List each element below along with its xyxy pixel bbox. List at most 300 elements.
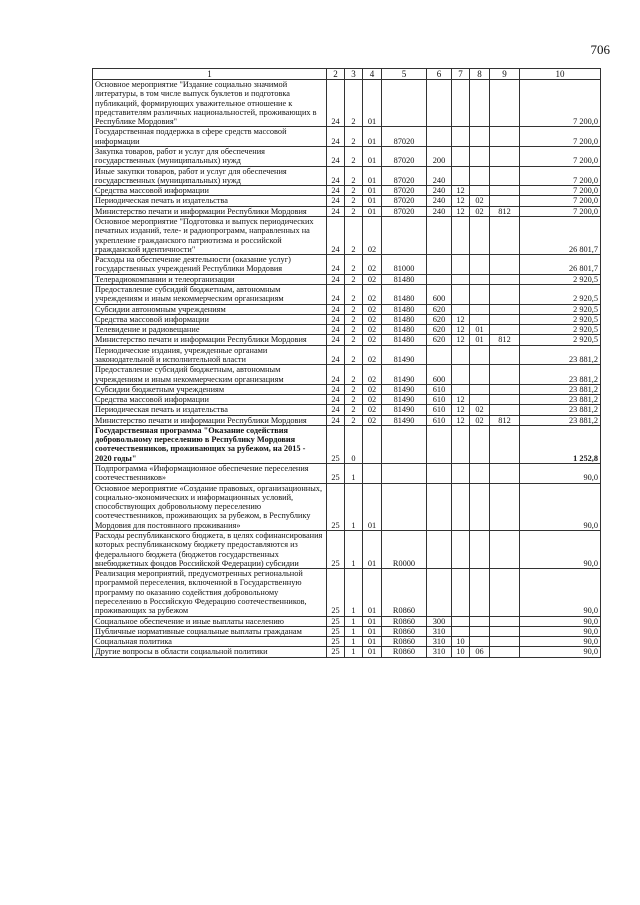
row-description: Субсидии автономным учреждениям: [93, 304, 327, 314]
row-code-4: 01: [363, 531, 382, 569]
row-code-3: 2: [345, 217, 363, 255]
row-code-8: [470, 166, 490, 186]
table-row: [93, 186, 601, 196]
row-code-6: 620: [427, 325, 452, 335]
column-header-6: 6: [427, 69, 452, 80]
row-code-7: [452, 531, 470, 569]
row-code-2: 25: [327, 647, 345, 657]
row-code-3: 1: [345, 483, 363, 530]
row-code-7: [452, 284, 470, 304]
row-code-2: 24: [327, 127, 345, 147]
row-code-6: 310: [427, 647, 452, 657]
budget-table: [92, 68, 601, 658]
row-amount: 23 881,2: [520, 365, 601, 385]
row-code-4: 02: [363, 217, 382, 255]
row-description: Предоставление субсидий бюджетным, автономным учреждениям и иным некоммерческим организациям: [93, 284, 327, 304]
row-code-4: 01: [363, 637, 382, 647]
row-description: Основное мероприятие «Создание правовых, организационных, социально-экономических и информационных условий, способствующих добровольному переселению соотечественников, проживающих за рубежом, в Республику Мордовия для постоянного проживания»: [93, 483, 327, 530]
row-code-9: [490, 304, 520, 314]
row-code-2: 24: [327, 325, 345, 335]
table-row: [93, 166, 601, 186]
column-header-10: 10: [520, 69, 601, 80]
row-code-3: 2: [345, 415, 363, 425]
row-amount: 2 920,5: [520, 274, 601, 284]
column-header-9: 9: [490, 69, 520, 80]
row-code-6: [427, 569, 452, 616]
row-description: Средства массовой информации: [93, 395, 327, 405]
row-code-7: [452, 345, 470, 365]
row-code-2: 24: [327, 196, 345, 206]
row-code-8: [470, 384, 490, 394]
row-code-8: [470, 626, 490, 636]
row-code-7: [452, 147, 470, 167]
row-code-9: [490, 217, 520, 255]
row-amount: 26 801,7: [520, 255, 601, 275]
row-code-6: [427, 127, 452, 147]
row-description: Министерство печати и информации Республики Мордовия: [93, 206, 327, 216]
row-code-3: 2: [345, 255, 363, 275]
row-code-8: [470, 464, 490, 484]
row-code-4: 02: [363, 415, 382, 425]
table-row: [93, 80, 601, 127]
row-code-9: [490, 384, 520, 394]
row-code-2: 24: [327, 166, 345, 186]
row-description: Основное мероприятие "Издание социально значимой литературы, в том числе выпуск буклетов и подготовка публикаций, формирующих уважительное отношение к представителям различных национальностей, проживающих в Республике Мордовия": [93, 80, 327, 127]
row-code-7: [452, 127, 470, 147]
row-code-7: [452, 384, 470, 394]
row-code-7: [452, 274, 470, 284]
row-code-9: 812: [490, 335, 520, 345]
row-code-5: 81490: [382, 384, 427, 394]
row-code-6: 240: [427, 166, 452, 186]
row-code-9: [490, 186, 520, 196]
row-code-3: 2: [345, 345, 363, 365]
row-code-5: R0000: [382, 531, 427, 569]
row-amount: 23 881,2: [520, 405, 601, 415]
row-code-4: [363, 425, 382, 463]
row-code-4: 01: [363, 647, 382, 657]
row-code-3: 2: [345, 166, 363, 186]
row-code-5: 87020: [382, 147, 427, 167]
page-number: 706: [590, 42, 610, 57]
table-row: [93, 464, 601, 484]
table-row: [93, 255, 601, 275]
table-body: [93, 80, 601, 658]
column-header-3: 3: [345, 69, 363, 80]
row-description: Реализация мероприятий, предусмотренных региональной программой переселения, включенной в Государственную программу по оказанию содействия добровольному переселению в Российскую Федерацию соотечественников, проживающих за рубежом: [93, 569, 327, 616]
table-row: [93, 405, 601, 415]
row-code-9: [490, 395, 520, 405]
row-code-5: 81490: [382, 395, 427, 405]
row-amount: 23 881,2: [520, 395, 601, 405]
row-code-8: 02: [470, 405, 490, 415]
row-code-9: [490, 425, 520, 463]
row-code-9: 812: [490, 415, 520, 425]
row-code-9: [490, 325, 520, 335]
row-code-2: 24: [327, 186, 345, 196]
row-code-2: 25: [327, 616, 345, 626]
row-amount: 23 881,2: [520, 345, 601, 365]
row-code-3: 1: [345, 637, 363, 647]
row-code-5: 87020: [382, 166, 427, 186]
table-row: [93, 196, 601, 206]
table-row: [93, 365, 601, 385]
row-code-6: [427, 255, 452, 275]
row-code-2: 24: [327, 274, 345, 284]
row-amount: 2 920,5: [520, 325, 601, 335]
row-code-2: 24: [327, 147, 345, 167]
row-code-9: [490, 483, 520, 530]
row-code-7: [452, 626, 470, 636]
row-code-7: 12: [452, 314, 470, 324]
row-code-6: 310: [427, 637, 452, 647]
row-code-3: 2: [345, 304, 363, 314]
row-code-2: 24: [327, 335, 345, 345]
table-row: [93, 147, 601, 167]
row-code-4: [363, 464, 382, 484]
row-code-9: [490, 569, 520, 616]
row-amount: 90,0: [520, 569, 601, 616]
row-code-4: 01: [363, 127, 382, 147]
row-code-8: [470, 314, 490, 324]
column-header-2: 2: [327, 69, 345, 80]
row-code-4: 01: [363, 206, 382, 216]
row-code-8: [470, 304, 490, 314]
row-code-3: 2: [345, 196, 363, 206]
row-code-2: 25: [327, 569, 345, 616]
row-code-7: 12: [452, 335, 470, 345]
row-code-6: 240: [427, 196, 452, 206]
row-code-6: 300: [427, 616, 452, 626]
row-code-7: [452, 255, 470, 275]
row-code-2: 25: [327, 626, 345, 636]
row-code-4: 02: [363, 345, 382, 365]
row-description: Телевидение и радиовещание: [93, 325, 327, 335]
row-description: Основное мероприятие "Подготовка и выпуск периодических печатных изданий, теле- и радиопрограмм, направленных на укрепление гражданского патриотизма и российской гражданской идентичности": [93, 217, 327, 255]
row-code-5: 81480: [382, 335, 427, 345]
row-code-5: 87020: [382, 206, 427, 216]
row-code-2: 24: [327, 217, 345, 255]
row-description: Средства массовой информации: [93, 186, 327, 196]
row-code-4: 02: [363, 284, 382, 304]
row-amount: 90,0: [520, 647, 601, 657]
row-code-9: [490, 80, 520, 127]
row-code-5: 81480: [382, 284, 427, 304]
table-row: [93, 531, 601, 569]
row-code-5: 81490: [382, 405, 427, 415]
row-code-6: 620: [427, 335, 452, 345]
row-code-5: 81490: [382, 365, 427, 385]
row-code-4: 01: [363, 166, 382, 186]
row-description: Закупка товаров, работ и услуг для обеспечения государственных (муниципальных) нужд: [93, 147, 327, 167]
row-code-9: [490, 464, 520, 484]
row-code-8: [470, 425, 490, 463]
row-code-5: [382, 464, 427, 484]
row-code-7: 10: [452, 647, 470, 657]
row-code-2: 24: [327, 304, 345, 314]
table-row: [93, 425, 601, 463]
row-code-5: R0860: [382, 569, 427, 616]
row-code-3: 2: [345, 365, 363, 385]
row-code-8: [470, 483, 490, 530]
row-code-6: 620: [427, 304, 452, 314]
row-code-6: 610: [427, 415, 452, 425]
row-code-4: 01: [363, 147, 382, 167]
row-code-7: [452, 616, 470, 626]
table-row: [93, 325, 601, 335]
row-code-7: [452, 304, 470, 314]
row-code-9: [490, 345, 520, 365]
row-code-8: [470, 186, 490, 196]
row-description: Иные закупки товаров, работ и услуг для обеспечения государственных (муниципальных) нужд: [93, 166, 327, 186]
row-code-9: [490, 626, 520, 636]
row-description: Публичные нормативные социальные выплаты гражданам: [93, 626, 327, 636]
row-description: Субсидии бюджетным учреждениям: [93, 384, 327, 394]
row-code-2: 24: [327, 314, 345, 324]
row-code-3: 1: [345, 569, 363, 616]
row-code-9: 812: [490, 206, 520, 216]
row-description: Министерство печати и информации Республики Мордовия: [93, 415, 327, 425]
row-code-3: 2: [345, 335, 363, 345]
row-code-6: 600: [427, 284, 452, 304]
row-amount: 90,0: [520, 531, 601, 569]
row-code-2: 24: [327, 206, 345, 216]
row-code-2: 24: [327, 365, 345, 385]
table-row: [93, 217, 601, 255]
row-code-3: 1: [345, 464, 363, 484]
row-description: Социальная политика: [93, 637, 327, 647]
row-code-8: 01: [470, 335, 490, 345]
row-code-5: [382, 483, 427, 530]
row-code-6: [427, 531, 452, 569]
row-code-8: [470, 284, 490, 304]
row-description: Расходы республиканского бюджета, в целях софинансирования которых республиканскому бюджету предоставляются из федерального бюджета (бюджетов государственных внебюджетных фондов Российской Федерации) субсидии: [93, 531, 327, 569]
row-amount: 2 920,5: [520, 284, 601, 304]
row-code-5: R0860: [382, 647, 427, 657]
row-code-2: 24: [327, 395, 345, 405]
row-code-9: [490, 365, 520, 385]
row-code-6: [427, 217, 452, 255]
row-code-4: 02: [363, 304, 382, 314]
row-amount: 7 200,0: [520, 166, 601, 186]
column-header-5: 5: [382, 69, 427, 80]
row-code-4: 01: [363, 483, 382, 530]
row-code-6: 610: [427, 384, 452, 394]
row-code-2: 24: [327, 255, 345, 275]
row-code-3: 1: [345, 531, 363, 569]
row-amount: 7 200,0: [520, 127, 601, 147]
row-description: Другие вопросы в области социальной политики: [93, 647, 327, 657]
row-code-6: 240: [427, 206, 452, 216]
row-code-4: 01: [363, 186, 382, 196]
row-code-8: [470, 127, 490, 147]
row-code-2: 25: [327, 637, 345, 647]
row-code-3: 2: [345, 325, 363, 335]
row-code-7: [452, 483, 470, 530]
row-code-8: [470, 217, 490, 255]
row-code-8: 02: [470, 415, 490, 425]
column-header-8: 8: [470, 69, 490, 80]
row-code-7: 12: [452, 186, 470, 196]
row-code-3: 2: [345, 127, 363, 147]
row-code-4: 01: [363, 569, 382, 616]
row-code-3: 2: [345, 405, 363, 415]
row-code-5: 87020: [382, 127, 427, 147]
row-amount: 2 920,5: [520, 304, 601, 314]
row-code-5: 81490: [382, 345, 427, 365]
row-code-5: 87020: [382, 196, 427, 206]
row-amount: 90,0: [520, 616, 601, 626]
row-description: Расходы на обеспечение деятельности (оказание услуг) государственных учреждений Республики Мордовия: [93, 255, 327, 275]
row-code-7: [452, 425, 470, 463]
row-amount: 1 252,8: [520, 425, 601, 463]
row-code-7: [452, 217, 470, 255]
row-amount: 90,0: [520, 464, 601, 484]
row-code-3: 1: [345, 626, 363, 636]
row-code-4: 02: [363, 325, 382, 335]
row-description: Предоставление субсидий бюджетным, автономным учреждениям и иным некоммерческим организациям: [93, 365, 327, 385]
row-code-4: 02: [363, 314, 382, 324]
row-code-8: [470, 569, 490, 616]
row-code-8: [470, 637, 490, 647]
row-description: Телерадиокомпании и телеорганизации: [93, 274, 327, 284]
table-row: [93, 274, 601, 284]
row-code-4: 01: [363, 616, 382, 626]
row-code-8: [470, 345, 490, 365]
row-description: Периодическая печать и издательства: [93, 405, 327, 415]
row-code-8: [470, 147, 490, 167]
row-code-6: 200: [427, 147, 452, 167]
table-row: [93, 626, 601, 636]
row-code-4: 02: [363, 335, 382, 345]
row-amount: 23 881,2: [520, 384, 601, 394]
row-code-7: 12: [452, 196, 470, 206]
row-description: Средства массовой информации: [93, 314, 327, 324]
row-code-8: [470, 274, 490, 284]
table-row: [93, 345, 601, 365]
row-code-6: 310: [427, 626, 452, 636]
row-code-7: [452, 80, 470, 127]
row-code-2: 24: [327, 80, 345, 127]
row-amount: 7 200,0: [520, 206, 601, 216]
table-row: [93, 127, 601, 147]
table-row: [93, 314, 601, 324]
row-code-4: 01: [363, 196, 382, 206]
row-code-5: 81000: [382, 255, 427, 275]
table-row: [93, 384, 601, 394]
row-code-5: 81480: [382, 314, 427, 324]
row-code-8: [470, 395, 490, 405]
table-row: [93, 415, 601, 425]
row-code-6: 610: [427, 395, 452, 405]
row-code-5: 81480: [382, 304, 427, 314]
row-description: Министерство печати и информации Республики Мордовия: [93, 335, 327, 345]
row-code-5: 81480: [382, 325, 427, 335]
row-description: Периодические издания, учрежденные органами законодательной и исполнительной власти: [93, 345, 327, 365]
row-code-3: 2: [345, 284, 363, 304]
row-code-2: 25: [327, 531, 345, 569]
row-code-9: [490, 147, 520, 167]
row-code-9: [490, 637, 520, 647]
row-code-9: [490, 531, 520, 569]
row-amount: 2 920,5: [520, 314, 601, 324]
row-code-8: 02: [470, 196, 490, 206]
table-row: [93, 304, 601, 314]
row-code-2: 25: [327, 464, 345, 484]
row-code-8: [470, 255, 490, 275]
row-code-6: 240: [427, 186, 452, 196]
row-code-5: 81490: [382, 415, 427, 425]
row-code-6: [427, 80, 452, 127]
row-code-3: 1: [345, 616, 363, 626]
row-code-4: 02: [363, 255, 382, 275]
table-row: [93, 569, 601, 616]
row-code-6: 600: [427, 365, 452, 385]
row-code-3: 2: [345, 384, 363, 394]
row-code-8: 01: [470, 325, 490, 335]
row-code-7: 10: [452, 637, 470, 647]
row-code-9: [490, 196, 520, 206]
row-amount: 7 200,0: [520, 186, 601, 196]
row-amount: 7 200,0: [520, 196, 601, 206]
header-row: [93, 69, 601, 80]
row-code-9: [490, 127, 520, 147]
row-code-8: [470, 80, 490, 127]
row-amount: 2 920,5: [520, 335, 601, 345]
row-code-5: R0860: [382, 626, 427, 636]
row-code-5: [382, 80, 427, 127]
row-description: Государственная программа "Оказание содействия добровольному переселению в Республику Мордовия соотечественников, проживающих за рубежом, на 2015 - 2020 годы": [93, 425, 327, 463]
table-row: [93, 647, 601, 657]
row-code-2: 25: [327, 425, 345, 463]
row-code-7: [452, 464, 470, 484]
row-code-9: [490, 647, 520, 657]
row-code-7: 12: [452, 405, 470, 415]
row-code-4: 01: [363, 80, 382, 127]
row-code-5: R0860: [382, 637, 427, 647]
row-code-9: [490, 255, 520, 275]
table-row: [93, 395, 601, 405]
row-code-8: [470, 616, 490, 626]
table-row: [93, 637, 601, 647]
row-amount: 90,0: [520, 626, 601, 636]
row-code-3: 2: [345, 147, 363, 167]
row-code-7: [452, 569, 470, 616]
row-amount: 23 881,2: [520, 415, 601, 425]
row-code-7: 12: [452, 415, 470, 425]
row-code-3: 1: [345, 647, 363, 657]
row-code-3: 2: [345, 274, 363, 284]
row-code-7: 12: [452, 395, 470, 405]
row-code-5: [382, 217, 427, 255]
row-code-6: [427, 464, 452, 484]
row-code-2: 24: [327, 345, 345, 365]
row-code-4: 02: [363, 395, 382, 405]
row-description: Социальное обеспечение и иные выплаты населению: [93, 616, 327, 626]
table-row: [93, 335, 601, 345]
row-code-8: 02: [470, 206, 490, 216]
row-code-4: 02: [363, 365, 382, 385]
row-description: Государственная поддержка в сфере средств массовой информации: [93, 127, 327, 147]
row-code-6: 620: [427, 314, 452, 324]
row-amount: 90,0: [520, 637, 601, 647]
row-code-9: [490, 166, 520, 186]
row-code-3: 0: [345, 425, 363, 463]
row-code-9: [490, 405, 520, 415]
row-code-2: 24: [327, 284, 345, 304]
row-code-3: 2: [345, 80, 363, 127]
row-code-5: [382, 425, 427, 463]
